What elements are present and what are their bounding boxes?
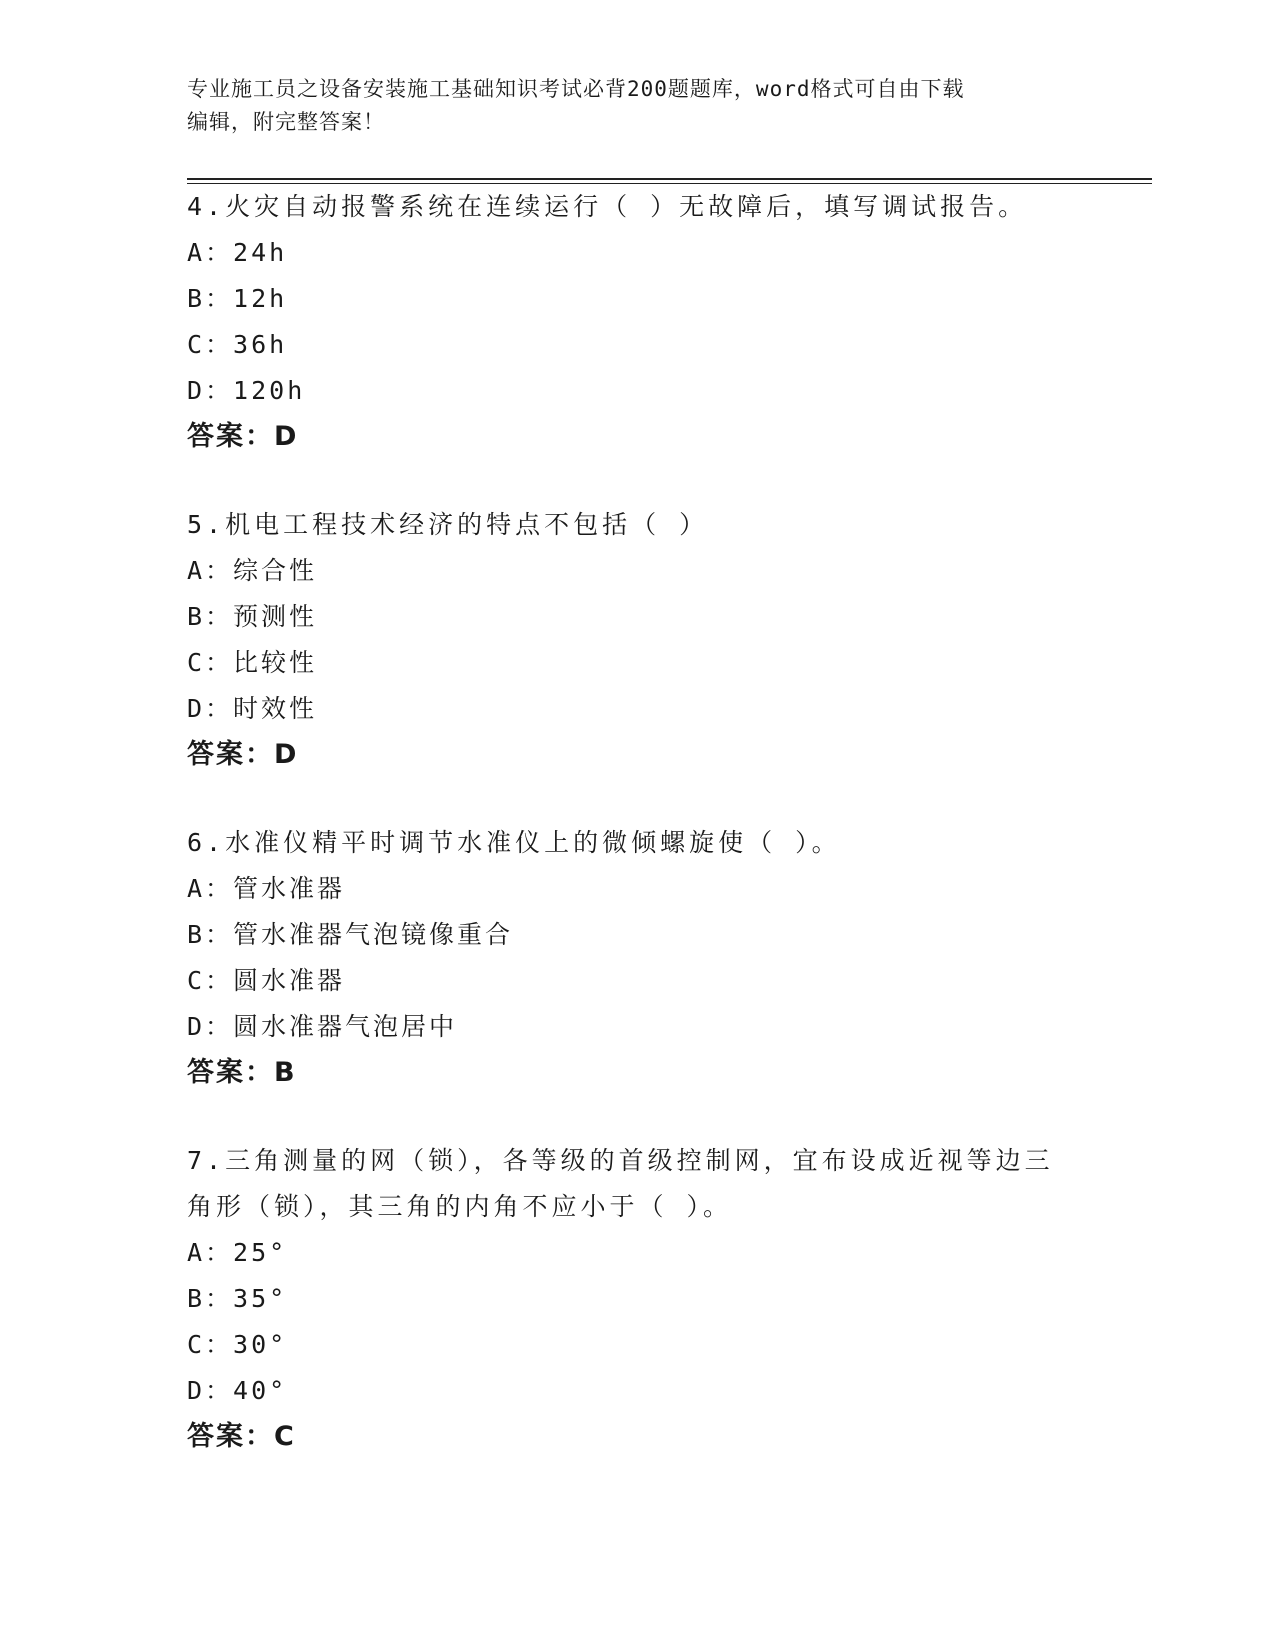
option-a: A：综合性 xyxy=(187,556,318,585)
option-a: A：25° xyxy=(187,1238,288,1267)
answer-label: 答案：D xyxy=(187,421,299,452)
option-b: B：12h xyxy=(187,284,288,313)
question-block xyxy=(187,1138,1087,1460)
option-b: B：管水准器气泡镜像重合 xyxy=(187,920,514,949)
header-line-2: 编辑，附完整答案！ xyxy=(187,110,385,134)
option-d: D：时效性 xyxy=(187,694,318,723)
option-a: A：24h xyxy=(187,238,288,267)
header-line-1: 专业施工员之设备安装施工基础知识考试必背200题题库，word格式可自由下载 xyxy=(187,77,965,101)
document-header xyxy=(187,73,1067,139)
answer-label: 答案：B xyxy=(187,1057,297,1088)
option-c: C：36h xyxy=(187,330,288,359)
question-block xyxy=(187,502,1087,778)
option-c: C：比较性 xyxy=(187,648,318,677)
option-d: D：40° xyxy=(187,1376,288,1405)
option-d: D：120h xyxy=(187,376,306,405)
question-block xyxy=(187,820,1087,1096)
option-b: B：预测性 xyxy=(187,602,318,631)
question-stem-line-1: 7.三角测量的网（锁），各等级的首级控制网，宜布设成近视等边三 xyxy=(187,1146,1054,1175)
question-stem-line-2: 角形（锁），其三角的内角不应小于（ ）。 xyxy=(187,1192,733,1221)
option-d: D：圆水准器气泡居中 xyxy=(187,1012,458,1041)
option-b: B：35° xyxy=(187,1284,288,1313)
option-c: C：30° xyxy=(187,1330,288,1359)
question-stem: 5.机电工程技术经济的特点不包括（ ） xyxy=(187,510,709,539)
option-a: A：管水准器 xyxy=(187,874,346,903)
option-c: C：圆水准器 xyxy=(187,966,346,995)
answer-label: 答案：C xyxy=(187,1421,296,1452)
question-stem: 4.火灾自动报警系统在连续运行（ ）无故障后，填写调试报告。 xyxy=(187,192,1028,221)
answer-label: 答案：D xyxy=(187,739,299,770)
question-block xyxy=(187,184,1087,460)
question-stem: 6.水准仪精平时调节水准仪上的微倾螺旋使（ ）。 xyxy=(187,828,841,857)
header-divider-thick xyxy=(187,178,1152,180)
